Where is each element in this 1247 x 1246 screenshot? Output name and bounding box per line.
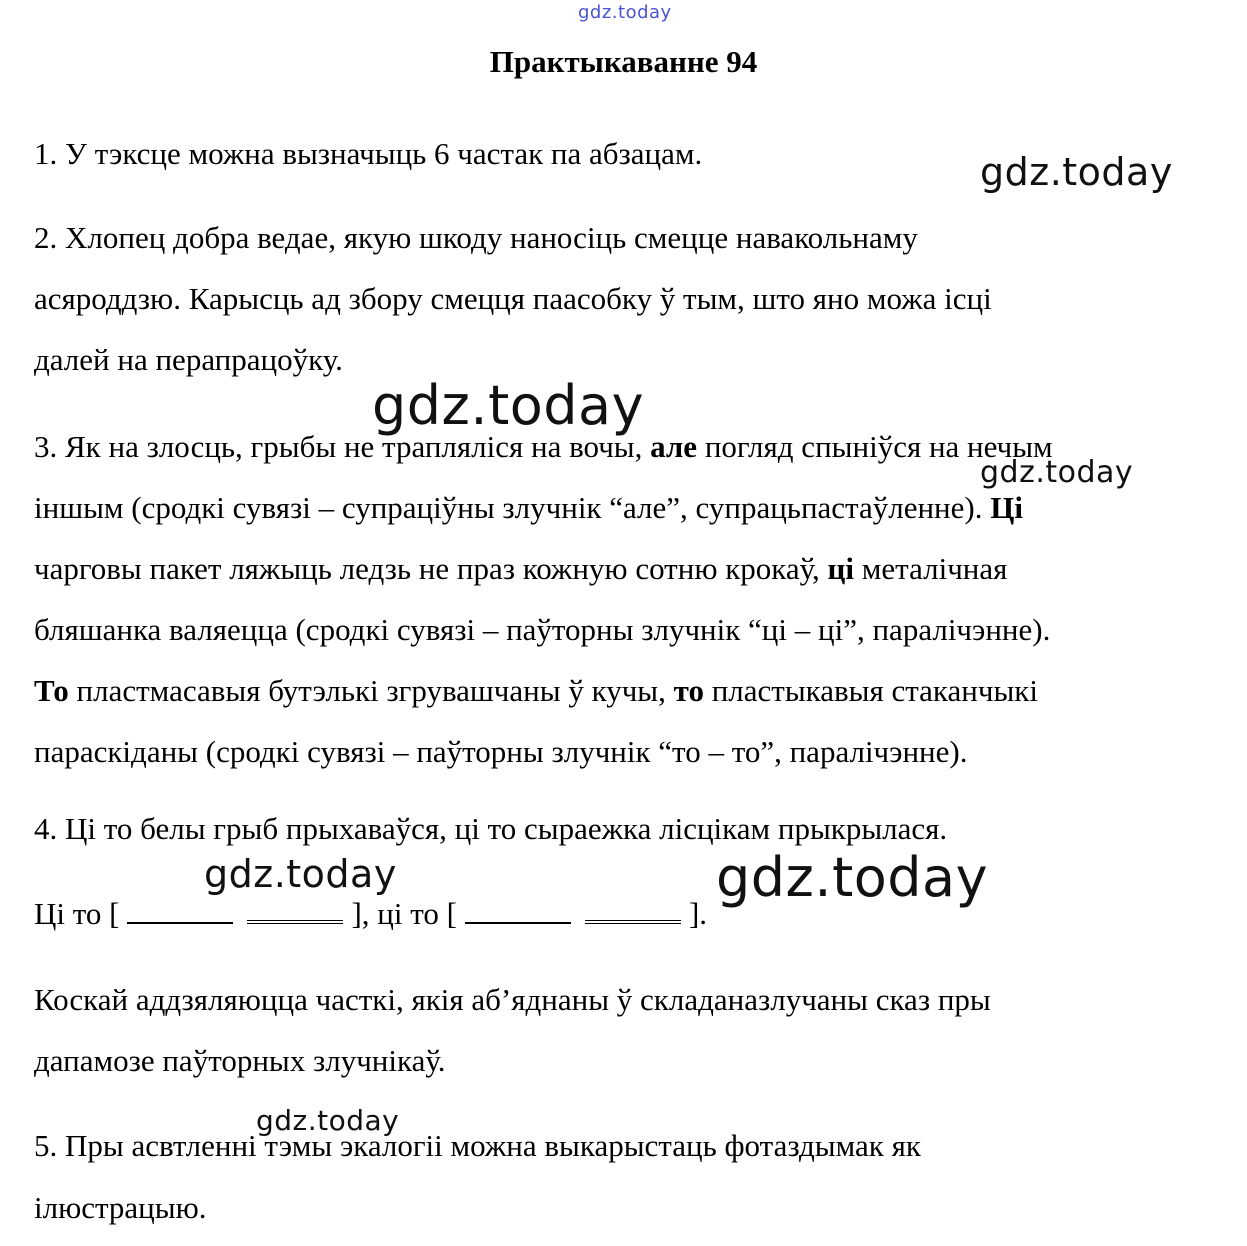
answer-4-note-line-1: Коскай аддзяляюцца часткi, якiя аб’яднаны ў складаназлучаны сказ пры: [34, 982, 991, 1017]
subject-underline: [127, 902, 233, 924]
predicate-underline: [585, 900, 681, 924]
subject-underline: [465, 902, 571, 924]
answer-3-line-1: 3. Як на злосць, грыбы не траплялiся на вочы, але погляд спынiўся на нечым: [34, 429, 1053, 464]
watermark: gdz.today: [372, 374, 645, 437]
answer-2-line-3: далей на перапрацоўку.: [34, 342, 343, 377]
answer-2-line-1: 2. Хлопец добра ведае, якую шкоду наносіць смецце навакольнаму: [34, 220, 918, 255]
answer-3-line-4: бляшанка валяецца (сродкi сувязi – паўторны злучнiк “цi – цi”, паралiчэнне).: [34, 612, 1051, 647]
watermark: gdz.today: [204, 852, 397, 896]
page-title: Практыкаванне 94: [489, 44, 758, 79]
answer-4-sentence: 4. Цi то белы грыб прыхаваўся, цi то сыраежка лiсцiкам прыкрылася.: [34, 811, 948, 846]
answer-3-line-3: чарговы пакет ляжыць ледзь не праз кожную сотню крокаў, цi металiчная: [34, 551, 1008, 586]
answer-3-line-6: параскiданы (сродкi сувязi – паўторны злучнiк “то – то”, паралiчэнне).: [34, 734, 968, 769]
connector-word: Цi: [990, 490, 1023, 525]
answer-5-line-1: 5. Пры асвтленнi тэмы экалогii можна выкарыстаць фотаздымак як: [34, 1128, 921, 1163]
answer-3-line-2: iншым (сродкi сувязi – супрацiўны злучнiк “але”, супрацьпастаўленне). Цi: [34, 490, 1023, 525]
answer-2-line-2: асяроддзю. Карысць ад збору смецця паасобку ў тым, што яно можа ісці: [34, 281, 992, 316]
watermark: gdz.today: [256, 1104, 400, 1137]
answer-1: 1. У тэксце можна вызначыць 6 частак па абзацам.: [34, 136, 703, 171]
connector-word: То: [34, 673, 69, 708]
predicate-underline: [247, 900, 343, 924]
connector-word: то: [673, 673, 704, 708]
connector-word: цi: [827, 551, 855, 586]
watermark: gdz.today: [980, 455, 1134, 490]
answer-5-line-2: iлюстрацыю.: [34, 1190, 207, 1225]
answer-3-line-5: То пластмасавыя бутэлькi згрувашчаны ў кучы, то пластыкавыя стаканчыкi: [34, 673, 1038, 708]
watermark: gdz.today: [578, 2, 672, 23]
watermark: gdz.today: [980, 150, 1173, 194]
connector-word: але: [650, 429, 698, 464]
answer-4-note-line-2: дапамозе паўторных злучнiкаў.: [34, 1043, 446, 1078]
sentence-scheme: Цi то [ ], цi то [ ].: [34, 896, 708, 931]
watermark: gdz.today: [716, 846, 989, 909]
